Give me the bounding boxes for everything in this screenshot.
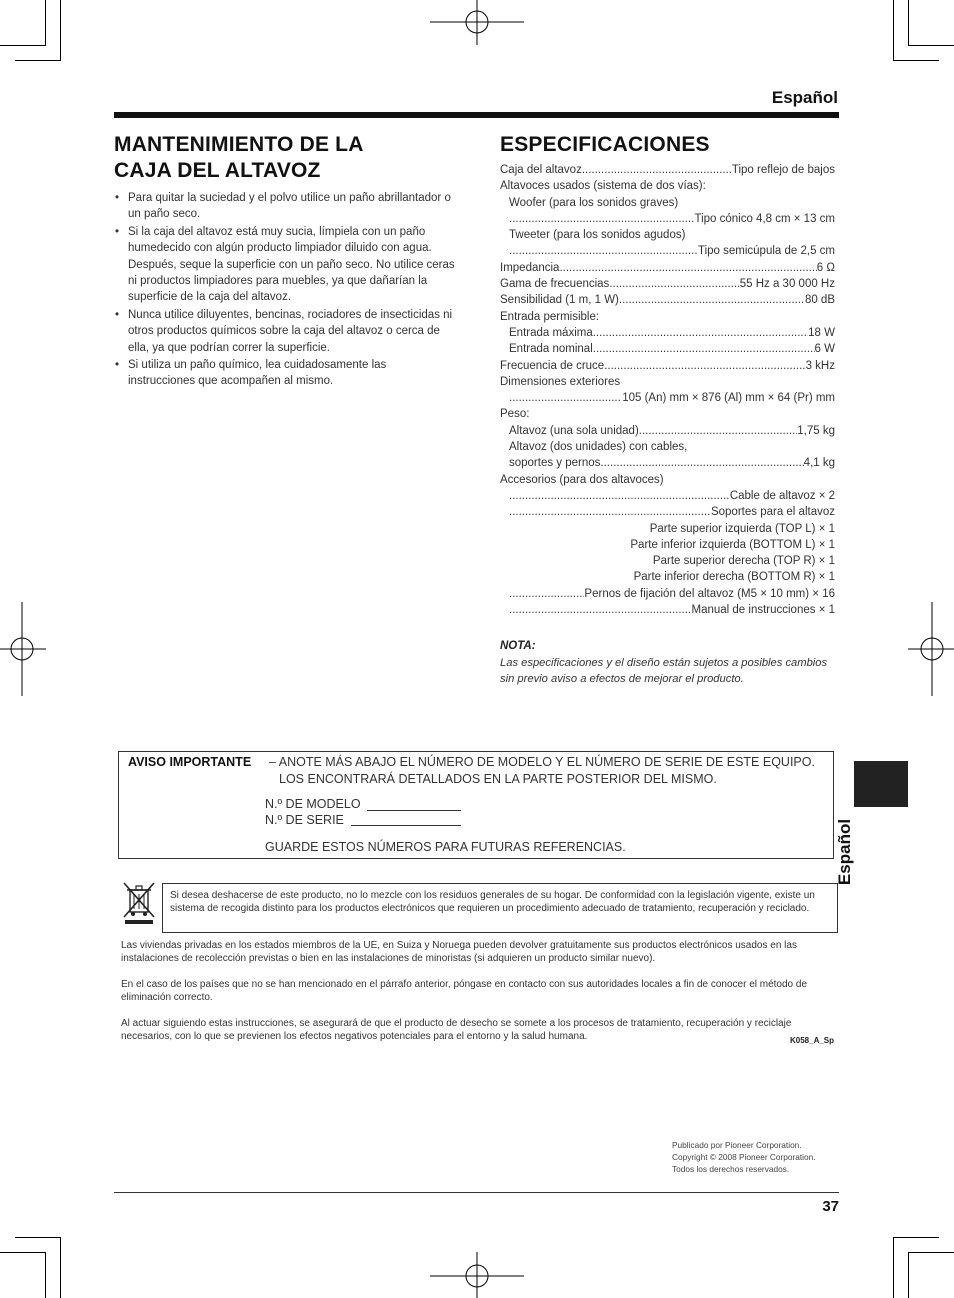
aviso-line2: LOS ENCONTRARÁ DETALLADOS EN LA PARTE POSTERIOR DEL MISMO.: [279, 772, 717, 786]
weee-notice-box: Si desea deshacerse de este producto, no lo mezcle con los residuos generales de su hogar. De conformidad con la legislación vigente, existe un sistema de recogida distinto para los productos electrónicos que requieren un procedimiento adecuado de tratamiento, recuperación y reciclado.: [162, 883, 838, 933]
document-code: K058_A_Sp: [790, 1036, 835, 1045]
weee-paragraph-3: Al actuar siguiendo estas instrucciones, se asegurará de que el producto de desecho se somete a los procesos de tratamiento, recuperación y reciclaje necesarios, con lo que se previenen los efectos negativos potenciales para el entorno y la salud humana.: [121, 1018, 792, 1042]
maintenance-title: [114, 132, 364, 184]
registration-mark-bottom: [430, 1250, 524, 1298]
side-tab: [854, 761, 908, 807]
aviso-line1: – ANOTE MÁS ABAJO EL NÚMERO DE MODELO Y EL NÚMERO DE SERIE DE ESTE EQUIPO.: [269, 755, 815, 769]
specs-title: ESPECIFICACIONES: [500, 133, 710, 156]
spec-row: Woofer (para los sonidos graves): [509, 196, 679, 209]
aviso-guarde: GUARDE ESTOS NÚMEROS PARA FUTURAS REFERENCIAS.: [265, 840, 626, 854]
spec-row: ..... Manual de instrucciones × 1: [500, 602, 835, 618]
spec-row: Tweeter (para los sonidos agudos): [509, 229, 686, 242]
spec-row: Entrada nominal ..... 6 W: [500, 341, 835, 357]
spec-row: Parte superior izquierda (TOP L) × 1: [649, 522, 835, 535]
rights-line: Todos los derechos reservados.: [672, 1163, 790, 1174]
registration-mark-left: [0, 602, 50, 696]
side-tab-label: Español: [835, 818, 855, 886]
publisher-line: Publicado por Pioneer Corporation.: [672, 1140, 802, 1150]
spec-row: Entrada permisible:: [500, 310, 600, 323]
copyright-line: Copyright © 2008 Pioneer Corporation.: [672, 1151, 816, 1162]
maintenance-bullet: • Para quitar la suciedad y el polvo utilice un paño abrillantador o un paño seco.: [114, 190, 456, 223]
spec-row: ..... Tipo semicúpula de 2,5 cm: [500, 243, 835, 259]
spec-row: Sensibilidad (1 m, 1 W) ..... 80 dB: [500, 292, 835, 308]
maintenance-bullet: • Si la caja del altavoz está muy sucia, límpiela con un paño humedecido con algún producto limpiador diluido con agua. Después, seque la superficie con un paño seco. No utilice ceras ni productos limpiadores para muebles, ya que dañarían la superficie de la caja del altavoz.: [114, 224, 456, 306]
spec-row: Caja del altavoz ..... Tipo reflejo de bajos: [500, 162, 835, 178]
aviso-heading: AVISO IMPORTANTE: [128, 755, 252, 769]
registration-mark-right: [904, 602, 954, 696]
serie-label: N.º DE SERIE: [265, 813, 344, 827]
page-number: 37: [822, 1198, 839, 1215]
spec-row: ..... Pernos de fijación del altavoz (M5 × 10 mm) × 16: [500, 586, 835, 602]
spec-row: Altavoz (dos unidades) con cables,: [509, 441, 688, 454]
serie-underline: [351, 825, 461, 826]
spec-row: Parte inferior derecha (BOTTOM R) × 1: [633, 571, 835, 584]
publisher-info: [672, 1140, 816, 1175]
spec-row: Dimensiones exteriores: [500, 375, 621, 388]
modelo-label: N.º DE MODELO: [265, 797, 361, 811]
spec-row: ..... Soportes para el altavoz: [500, 504, 835, 520]
footer-rule: [114, 1192, 839, 1193]
nota-title: NOTA:: [500, 640, 536, 652]
spec-row: Gama de frecuencias ..... 55 Hz a 30 000 Hz: [500, 276, 835, 292]
spec-row: ..... Tipo cónico 4,8 cm × 13 cm: [500, 211, 835, 227]
spec-row: Parte inferior izquierda (BOTTOM L) × 1: [630, 538, 835, 551]
spec-row: soportes y pernos ..... 4,1 kg: [500, 455, 835, 471]
spec-row: Parte superior derecha (TOP R) × 1: [652, 555, 835, 568]
nota-text: Las especificaciones y el diseño están sujetos a posibles cambios sin previo aviso a efectos de mejorar el producto.: [500, 657, 828, 685]
spec-row: Frecuencia de cruce ..... 3 kHz: [500, 358, 835, 374]
spec-row: Accesorios (para dos altavoces): [500, 473, 664, 486]
maintenance-bullet: • Nunca utilice diluyentes, bencinas, rociadores de insecticidas ni otros productos químicos sobre la caja del altavoz o cerca de ella, ya que podrían correr la superficie.: [114, 307, 456, 356]
weee-paragraph-2: En el caso de los países que no se han mencionado en el párrafo anterior, póngase en contacto con sus autoridades locales a fin de conocer el método de eliminación correcto.: [121, 979, 808, 1003]
header-language: Español: [771, 88, 838, 107]
spec-row: Peso:: [500, 408, 530, 421]
modelo-underline: [367, 810, 461, 811]
maintenance-list: [114, 190, 456, 391]
weee-paragraph-1: Las viviendas privadas en los estados miembros de la UE, en Suiza y Noruega pueden devolver gratuitamente sus productos electrónicos usados en las instalaciones de recolección previstas o bien en las instalaciones de minoristas (si adquieren un producto similar nuevo).: [121, 940, 797, 964]
spec-row: ..... Cable de altavoz × 2: [500, 488, 835, 504]
crossed-bin-icon: [121, 881, 157, 925]
maintenance-title-line2: CAJA DEL ALTAVOZ: [114, 159, 321, 182]
maintenance-bullet: • Si utiliza un paño químico, lea cuidadosamente las instrucciones que acompañen al mismo.: [114, 357, 456, 390]
spec-row: Impedancia ..... 6 Ω: [500, 260, 835, 276]
maintenance-title-line1: MANTENIMIENTO DE LA: [114, 133, 364, 156]
specs-list: [500, 162, 835, 618]
spec-row: Entrada máxima ..... 18 W: [500, 325, 835, 341]
aviso-box: [118, 751, 834, 859]
spec-row: Altavoces usados (sistema de dos vías):: [500, 180, 706, 193]
header-rule: [114, 112, 839, 118]
spec-row: ..... 105 (An) mm × 876 (Al) mm × 64 (Pr) mm: [500, 390, 835, 406]
spec-row: Altavoz (una sola unidad) ..... 1,75 kg: [500, 423, 835, 439]
registration-mark-top: [430, 0, 524, 50]
